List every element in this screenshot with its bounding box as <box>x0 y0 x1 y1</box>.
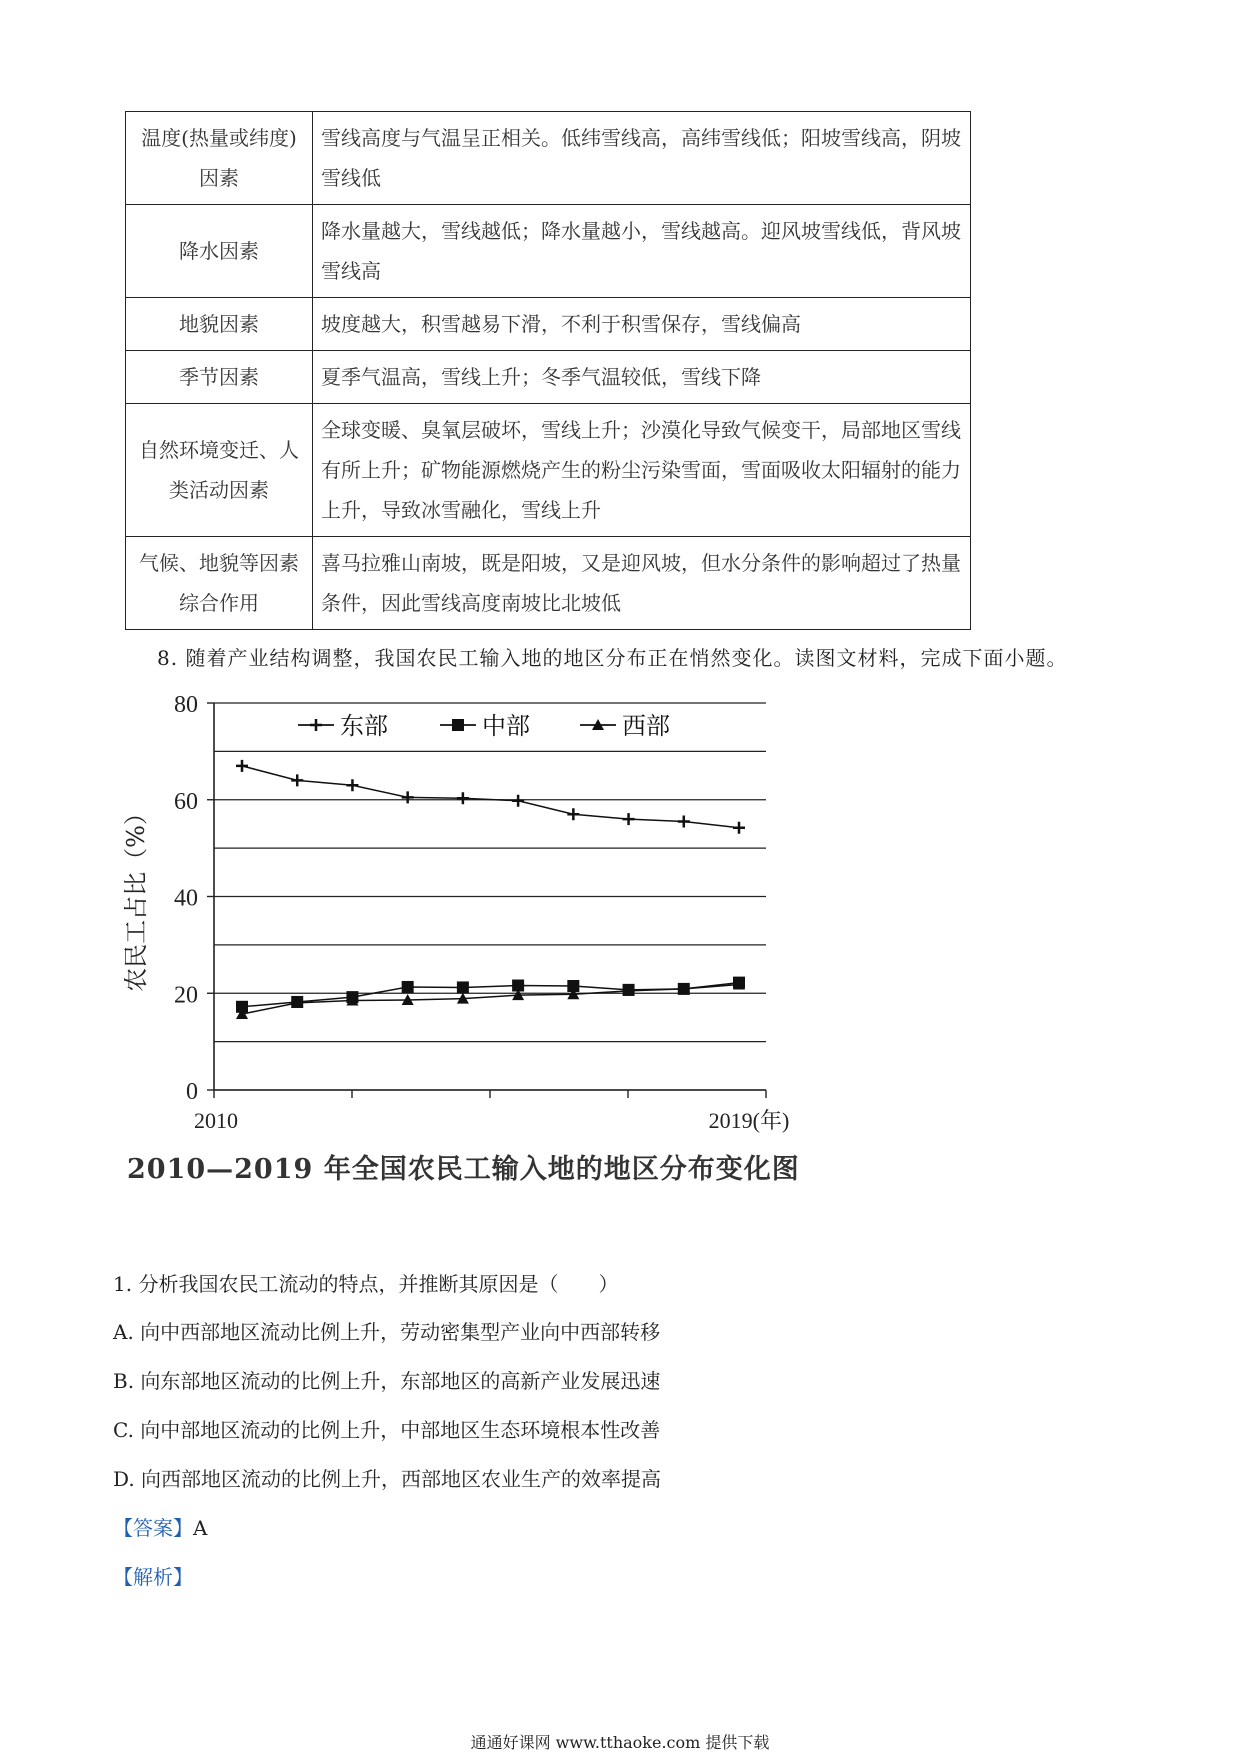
table-row <box>126 298 971 351</box>
factor-name-cell: 温度(热量或纬度)因素 <box>126 112 313 205</box>
legend-marker <box>310 719 322 731</box>
data-point-plus <box>457 792 469 804</box>
analysis-line <box>113 1561 193 1590</box>
answer-tag: 【答案】 <box>113 1516 193 1540</box>
migrant-worker-line-chart <box>120 688 840 1208</box>
data-point-plus <box>291 774 303 786</box>
answer-value: A <box>193 1516 208 1540</box>
table-row <box>126 404 971 537</box>
factor-description-cell: 夏季气温高，雪线上升；冬季气温较低，雪线下降 <box>313 351 971 404</box>
factor-description-cell: 全球变暖、臭氧层破坏，雪线上升；沙漠化导致气候变干，局部地区雪线有所上升；矿物能源燃烧产生的粉尘污染雪面，雪面吸收太阳辐射的能力上升，导致冰雪融化，雪线上升 <box>313 404 971 537</box>
factor-description-cell: 喜马拉雅山南坡，既是阳坡，又是迎风坡，但水分条件的影响超过了热量条件，因此雪线高度南坡比北坡低 <box>313 537 971 630</box>
series-line-plus <box>242 766 739 828</box>
option-a: A. 向中西部地区流动比例上升，劳动密集型产业向中西部转移 <box>113 1320 661 1344</box>
factor-description-cell: 降水量越大，雪线越低；降水量越小，雪线越高。迎风坡雪线低，背风坡雪线高 <box>313 205 971 298</box>
legend-label: 西部 <box>622 712 670 740</box>
data-point-plus <box>512 795 524 807</box>
data-point-square <box>402 981 414 993</box>
series-line-triangle <box>242 985 739 1015</box>
option-d: D. 向西部地区流动的比例上升，西部地区农业生产的效率提高 <box>113 1467 662 1491</box>
factor-name-cell: 地貌因素 <box>126 298 313 351</box>
table-row <box>126 351 971 404</box>
data-point-plus <box>733 822 745 834</box>
data-point-plus <box>402 791 414 803</box>
y-tick-label: 60 <box>174 788 198 815</box>
y-tick-label: 40 <box>174 885 198 912</box>
series-line-square <box>242 983 739 1007</box>
chart-title: 2010—2019 年全国农民工输入地的地区分布变化图 <box>127 1154 800 1185</box>
option-b: B. 向东部地区流动的比例上升，东部地区的高新产业发展迅速 <box>113 1369 661 1393</box>
y-tick-label: 20 <box>174 982 198 1009</box>
x-tick-label: 2010 <box>194 1108 238 1133</box>
option-c: C. 向中部地区流动的比例上升，中部地区生态环境根本性改善 <box>113 1418 661 1442</box>
data-point-plus <box>567 808 579 820</box>
factor-description-cell: 雪线高度与气温呈正相关。低纬雪线高，高纬雪线低；阳坡雪线高，阴坡雪线低 <box>313 112 971 205</box>
y-tick-label: 0 <box>186 1079 198 1105</box>
data-point-plus <box>678 816 690 828</box>
legend-label: 东部 <box>340 712 388 740</box>
y-tick-label: 80 <box>174 692 198 718</box>
sub-question: 1. 分析我国农民工流动的特点，并推断其原因是（ ） <box>113 1272 619 1296</box>
factor-name-cell: 降水因素 <box>126 205 313 298</box>
answer-line <box>113 1512 207 1541</box>
question-intro: 8. 随着产业结构调整，我国农民工输入地的地区分布正在悄然变化。读图文材料，完成下面小题。 <box>157 646 1068 670</box>
factor-name-cell: 季节因素 <box>126 351 313 404</box>
table-row <box>126 205 971 298</box>
legend-label: 中部 <box>482 712 530 740</box>
table-row <box>126 112 971 205</box>
data-point-plus <box>236 760 248 772</box>
data-point-plus <box>623 813 635 825</box>
factor-description-cell: 坡度越大，积雪越易下滑，不利于积雪保存，雪线偏高 <box>313 298 971 351</box>
x-tick-label: 2019(年) <box>708 1108 790 1133</box>
factor-name-cell: 自然环境变迁、人类活动因素 <box>126 404 313 537</box>
page-footer: 通通好课网 www.tthaoke.com 提供下载 <box>470 1733 770 1752</box>
analysis-tag: 【解析】 <box>113 1565 193 1589</box>
legend-marker <box>452 719 464 731</box>
data-point-plus <box>346 779 358 791</box>
factor-name-cell: 气候、地貌等因素综合作用 <box>126 537 313 630</box>
y-axis-label: 农民工占比（%） <box>122 801 150 992</box>
data-point-square <box>457 981 469 993</box>
table-row <box>126 537 971 630</box>
snowline-factor-table <box>125 111 971 630</box>
